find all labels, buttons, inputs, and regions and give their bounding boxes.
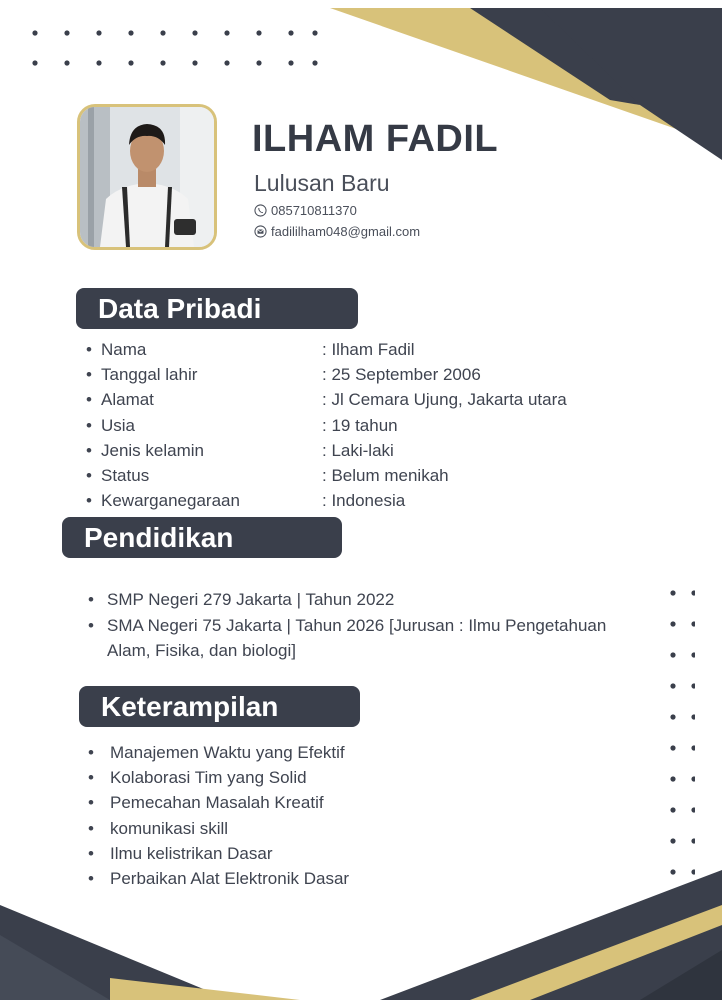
- field-value: : Ilham Fadil: [322, 340, 415, 359]
- skill-entry: Kolaborasi Tim yang Solid: [110, 768, 307, 788]
- email-icon: [254, 225, 267, 238]
- email-contact[interactable]: [254, 224, 420, 239]
- skills-list: [88, 743, 349, 894]
- bullet-icon: •: [86, 365, 92, 385]
- phone-contact[interactable]: [254, 203, 357, 218]
- bullet-icon: •: [86, 390, 92, 410]
- decorative-dots-top: [30, 30, 330, 70]
- list-item: [88, 768, 349, 793]
- bullet-icon: •: [88, 843, 94, 863]
- list-item: [88, 819, 349, 844]
- bullet-icon: •: [86, 340, 92, 359]
- field-label: Tanggal lahir: [101, 365, 198, 385]
- skill-entry: Ilmu kelistrikan Dasar: [110, 843, 273, 863]
- phone-icon: [254, 204, 267, 217]
- full-name: ILHAM FADIL: [252, 118, 499, 160]
- education-entry: SMA Negeri 75 Jakarta | Tahun 2026 [Jurusan : Ilmu Pengetahuan Alam, Fisika, dan biologi]: [107, 615, 607, 660]
- email-address: fadililham048@gmail.com: [271, 224, 421, 239]
- decorative-dots-right: [665, 585, 695, 895]
- education-entry: SMP Negeri 279 Jakarta | Tahun 2022: [107, 590, 395, 609]
- list-item: [88, 844, 349, 869]
- field-label: Jenis kelamin: [101, 440, 204, 460]
- list-item: [88, 587, 608, 613]
- field-value: : Belum menikah: [322, 465, 449, 485]
- field-label: Alamat: [101, 390, 154, 410]
- job-title: Lulusan Baru: [254, 170, 390, 196]
- phone-number: 085710811370: [271, 203, 357, 218]
- field-label: Usia: [101, 415, 136, 435]
- section-title-personal: Data Pribadi: [76, 288, 358, 329]
- bullet-icon: •: [86, 465, 92, 485]
- skill-entry: komunikasi skill: [110, 818, 229, 838]
- education-list: [88, 587, 608, 664]
- section-title-skills: Keterampilan: [79, 686, 360, 727]
- field-label: Kewarganegaraan: [101, 491, 240, 511]
- bullet-icon: •: [88, 768, 94, 788]
- bullet-icon: •: [88, 615, 94, 635]
- field-label: Nama: [101, 340, 147, 359]
- field-value: : Jl Cemara Ujung, Jakarta utara: [322, 390, 567, 410]
- bullet-icon: •: [88, 818, 94, 838]
- field-value: : 19 tahun: [322, 415, 398, 435]
- skill-entry: Pemecahan Masalah Kreatif: [110, 793, 324, 813]
- bullet-icon: •: [88, 743, 94, 762]
- field-value: : Indonesia: [322, 491, 406, 511]
- list-item: [88, 793, 349, 818]
- bullet-icon: •: [88, 590, 94, 609]
- list-item: [88, 743, 349, 768]
- field-value: : 25 September 2006: [322, 365, 481, 385]
- field-value: : Laki-laki: [322, 440, 394, 460]
- section-title-education: Pendidikan: [62, 517, 342, 558]
- bullet-icon: •: [88, 868, 94, 888]
- skill-entry: Manajemen Waktu yang Efektif: [110, 743, 345, 762]
- list-item: [88, 869, 349, 894]
- bullet-icon: •: [86, 491, 92, 511]
- profile-photo: [77, 104, 217, 250]
- field-label: Status: [101, 465, 150, 485]
- bullet-icon: •: [88, 793, 94, 813]
- list-item: [88, 613, 608, 664]
- bullet-icon: •: [86, 415, 92, 435]
- person-photo-icon: [80, 107, 214, 247]
- bullet-icon: •: [86, 440, 92, 460]
- skill-entry: Perbaikan Alat Elektronik Dasar: [110, 868, 350, 888]
